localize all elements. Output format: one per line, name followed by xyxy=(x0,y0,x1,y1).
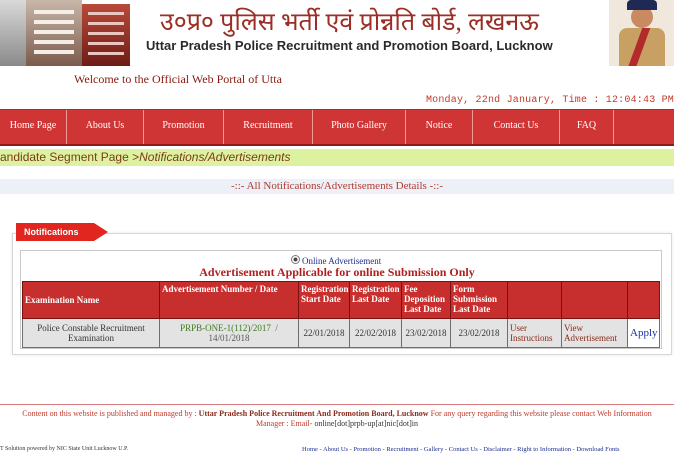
col-fee-deposition: Fee Deposition Last Date xyxy=(402,282,451,319)
col-examination-name: Examination Name xyxy=(23,282,160,319)
user-instructions-link[interactable]: User Instructions xyxy=(508,319,562,348)
table-header-row xyxy=(23,282,660,319)
footer-links[interactable]: Home - About Us - Promotion - Recruitment - Gallery - Contact Us - Disclaimer - Right to Information - Download Fonts xyxy=(302,446,620,453)
applicable-title: Advertisement Applicable for online Submission Only xyxy=(199,265,475,279)
building-image-left xyxy=(0,0,26,66)
nav-recruitment[interactable]: Recruitment xyxy=(224,110,313,144)
nav-extra xyxy=(614,110,674,144)
col-view-advertisement xyxy=(562,282,628,319)
col-registration-last: Registration Last Date xyxy=(350,282,402,319)
nav-contact-us[interactable]: Contact Us xyxy=(473,110,560,144)
table-row xyxy=(23,319,660,348)
col-registration-start: Registration Start Date xyxy=(299,282,350,319)
registration-start-date: 22/01/2018 xyxy=(299,319,350,348)
nav-faq[interactable]: FAQ xyxy=(560,110,614,144)
footer-manager-label: Manager : Email- xyxy=(256,419,313,428)
adv-number: PRPB-ONE-1(112)/2017 xyxy=(180,323,271,333)
breadcrumb xyxy=(0,149,674,166)
building-image-right xyxy=(82,4,130,66)
main-navigation xyxy=(0,109,674,146)
nav-photo-gallery[interactable]: Photo Gallery xyxy=(313,110,406,144)
online-advertisement-radio[interactable] xyxy=(291,255,300,264)
current-datetime: Monday, 22nd January, Time : 12:04:43 PM xyxy=(425,95,674,106)
nav-home-page[interactable]: Home Page xyxy=(0,110,67,144)
adv-date: 14/01/2018 xyxy=(208,333,250,343)
adv-separator: / xyxy=(275,323,278,333)
col-user-instructions xyxy=(508,282,562,319)
footer-text-c: For any query regarding this website please contact Web Information xyxy=(430,409,652,418)
police-officer-image xyxy=(609,0,674,66)
nav-promotion[interactable]: Promotion xyxy=(144,110,224,144)
advertisement-table xyxy=(22,281,660,348)
col-advertisement-number: Advertisement Number / Date xyxy=(160,282,299,319)
notifications-tab: Notifications xyxy=(16,223,94,241)
footer-divider xyxy=(0,404,674,405)
english-title: Uttar Pradesh Police Recruitment and Promotion Board, Lucknow xyxy=(146,38,553,53)
breadcrumb-prefix: andidate Segment Page > xyxy=(0,150,140,164)
exam-name: Police Constable Recruitment Examination xyxy=(23,319,160,348)
footer-email[interactable]: online[dot]prpb-up[at]nic[dot]in xyxy=(314,419,418,428)
footer-board-name: Uttar Pradesh Police Recruitment And Promotion Board, Lucknow xyxy=(198,409,429,418)
footer-publisher-info xyxy=(0,409,674,429)
breadcrumb-current: Notifications/Advertisements xyxy=(139,150,291,164)
tab-arrow-icon xyxy=(94,223,108,241)
advertisement-number xyxy=(160,319,299,348)
welcome-marquee: Welcome to the Official Web Portal of Utta xyxy=(74,72,282,86)
hindi-title: उ०प्र० पुलिस भर्ती एवं प्रोन्नति बोर्ड, लखनऊ xyxy=(160,9,539,36)
apply-link[interactable]: Apply xyxy=(628,319,660,348)
col-apply xyxy=(628,282,660,319)
fee-deposition-last-date: 23/02/2018 xyxy=(402,319,451,348)
footer-text-a: Content on this website is published and managed by : xyxy=(22,409,197,418)
registration-last-date: 22/02/2018 xyxy=(350,319,402,348)
footer-credit: T Solution powered by NIC State Unit Lucknow U.P. xyxy=(0,446,129,452)
col-form-submission: Form Submission Last Date xyxy=(451,282,508,319)
section-heading: -::- All Notifications/Advertisements Details -::- xyxy=(0,179,674,194)
nav-notice[interactable]: Notice xyxy=(406,110,473,144)
nav-about-us[interactable]: About Us xyxy=(67,110,144,144)
building-image-center xyxy=(26,0,82,66)
view-advertisement-link[interactable]: View Advertisement xyxy=(562,319,628,348)
form-submission-last-date: 23/02/2018 xyxy=(451,319,508,348)
online-advertisement-label: Online Advertisement xyxy=(302,256,382,266)
